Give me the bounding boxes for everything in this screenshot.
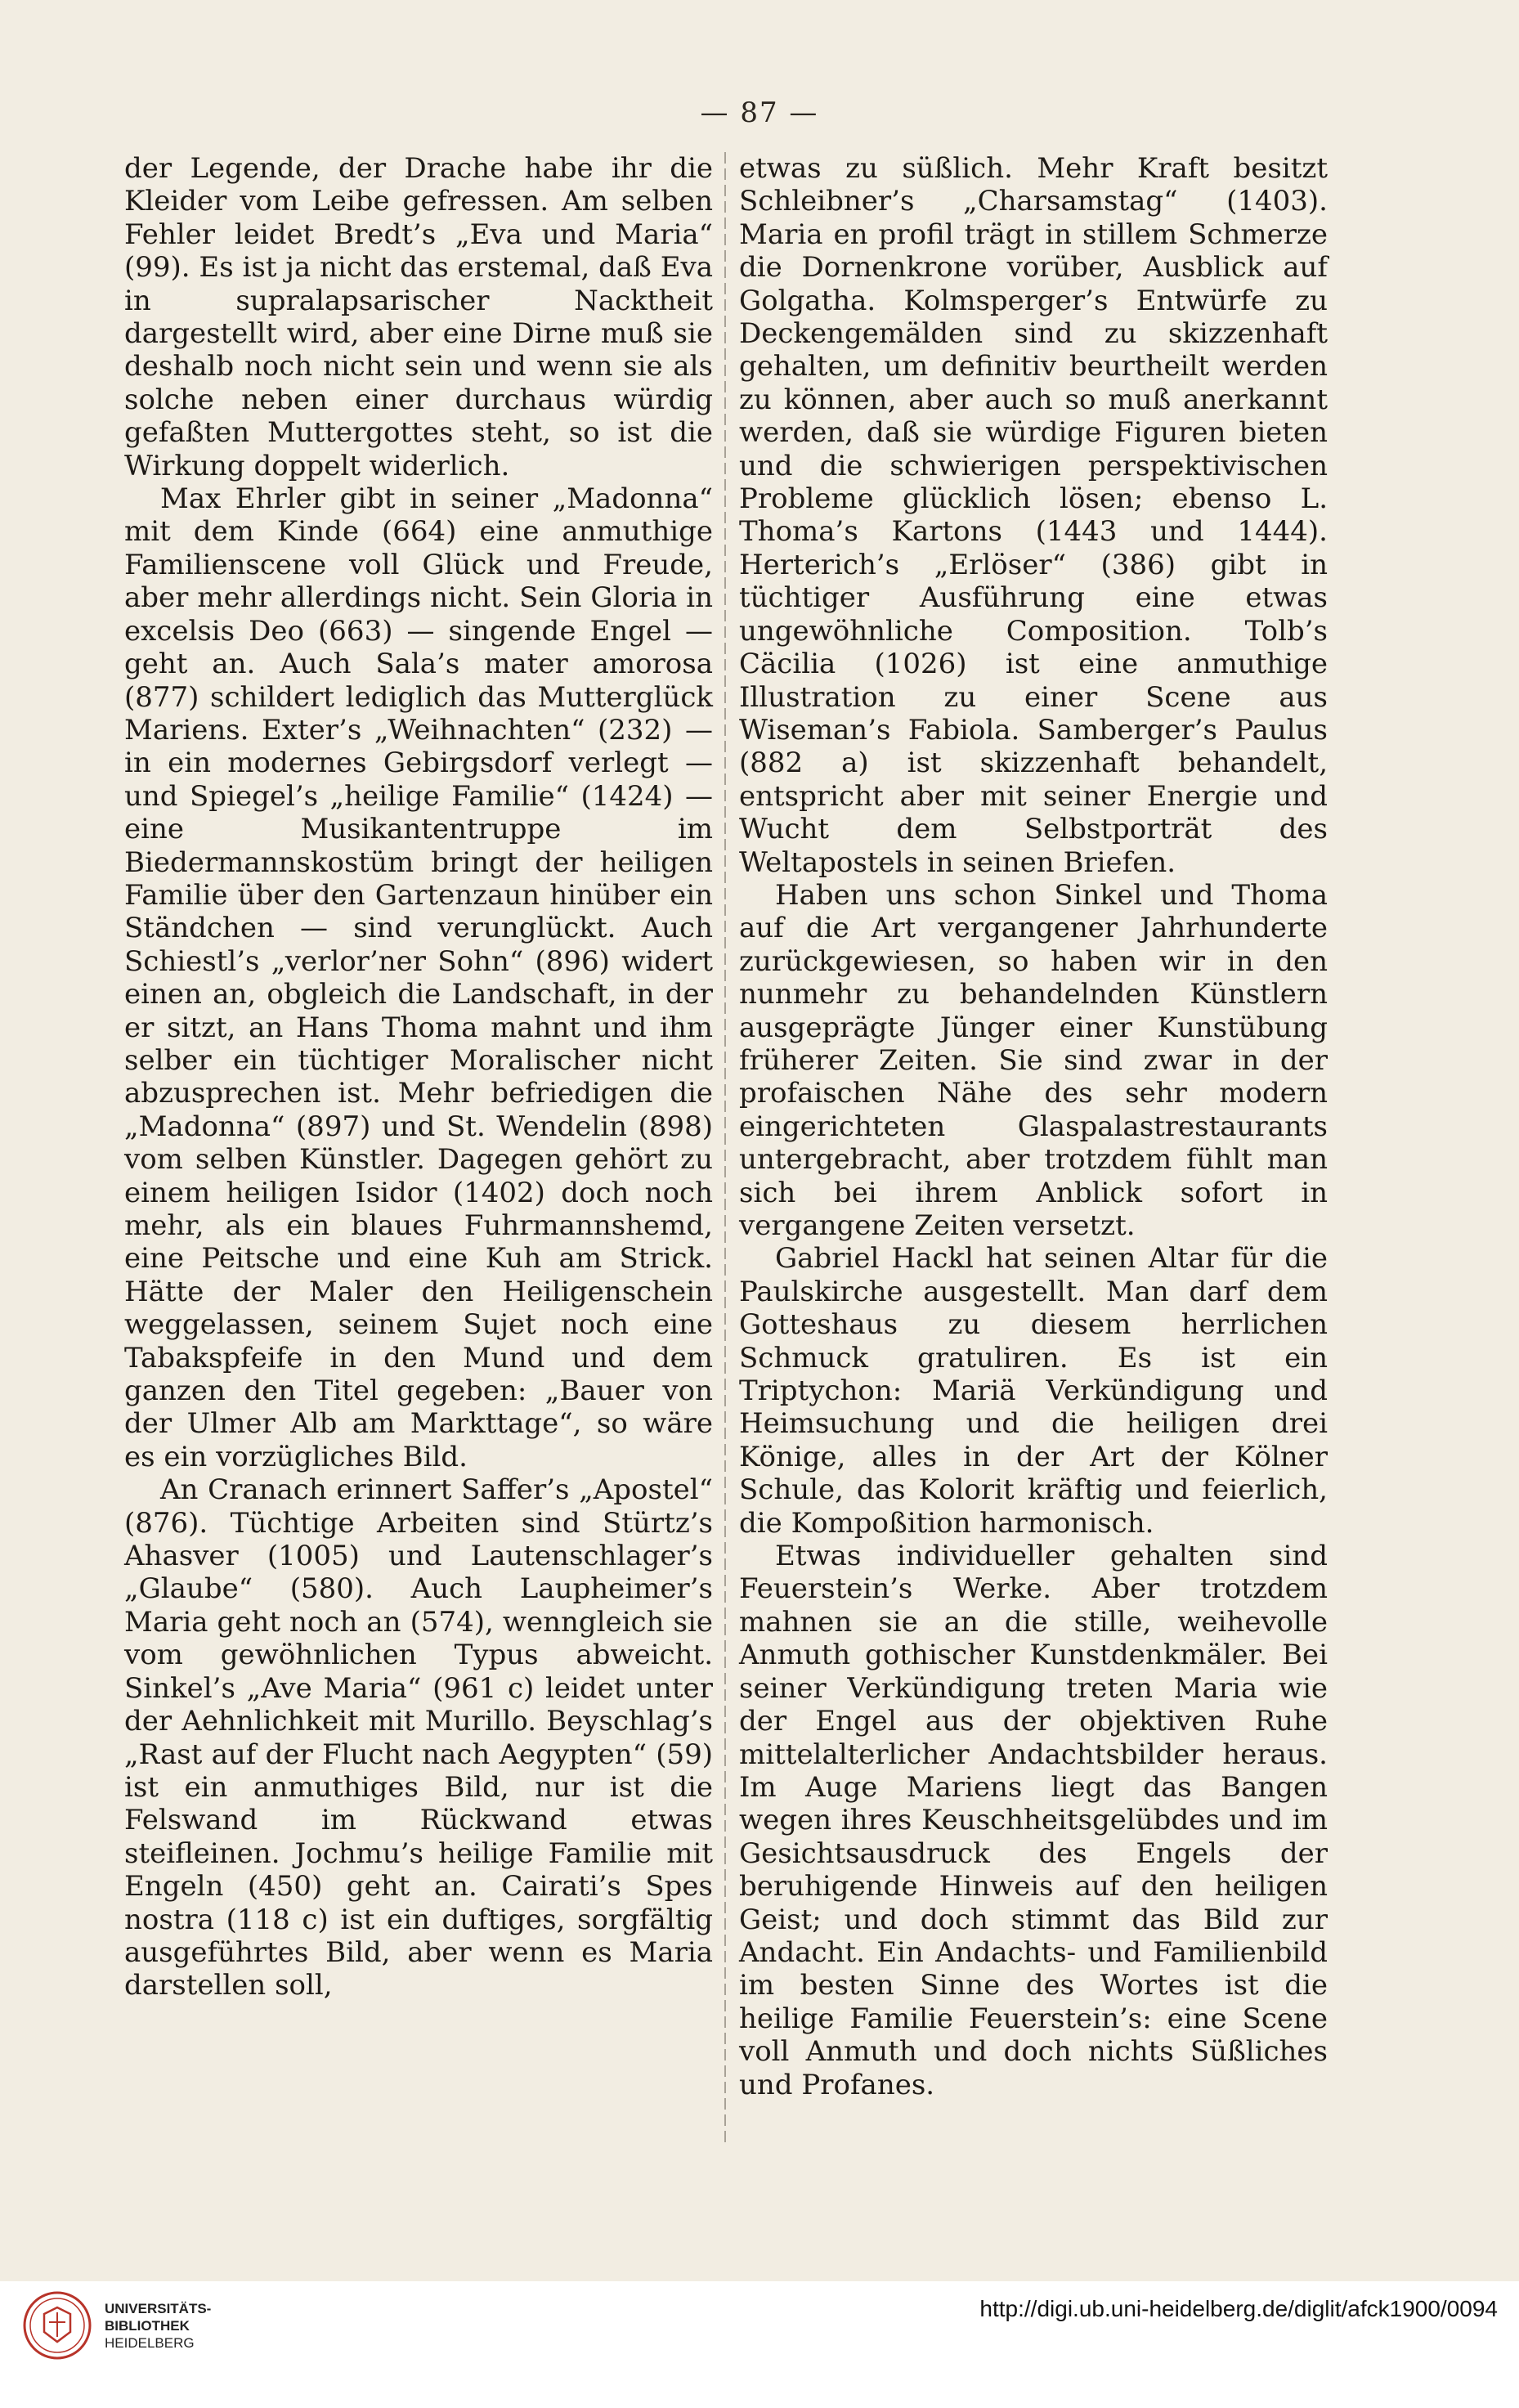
column-divider [724, 152, 726, 2147]
paragraph: An Cranach erinnert Saffer’s „Apostel“ (876). Tüchtige Arbeiten sind Stürtz’s Ahasver (1005) und Lautenschlager’s „Glaube“ (580). Auch Laupheimer’s Maria geht noch an (574), wenngleich sie vom gewöhnlichen Typus abweicht. Sinkel’s „Ave Maria“ (961 c) leidet unter der Aehnlichkeit mit Murillo. Beyschlag’s „Rast auf der Flucht nach Aegypten“ (59) ist ein anmuthiges Bild, nur ist die Felswand im Rückwand etwas steifleinen. Jochmu’s heilige Familie mit Engeln (450) geht an. Cairati’s Spes nostra (118 c) ist ein duftiges, sorgfältig ausgeführtes Bild, aber wenn es Maria darstellen soll, [124, 1473, 713, 2002]
university-seal-icon [21, 2289, 93, 2361]
right-text-column [739, 152, 1328, 2101]
page-number: — 87 — [700, 96, 819, 129]
logo-line: UNIVERSITÄTS- [105, 2300, 212, 2316]
left-text-column [124, 152, 713, 2002]
paragraph: Etwas individueller gehalten sind Feuerstein’s Werke. Aber trotzdem mahnen sie an die stille, weihevolle Anmuth gothischer Kunstdenkmäler. Bei seiner Verkündigung treten Maria wie der Engel aus der objektiven Ruhe mittelalterlicher Andachtsbilder heraus. Im Auge Mariens liegt das Bangen wegen ihres Keuschheitsgelübdes und im Gesichtsausdruck des Engels der beruhigende Hinweis auf den heiligen Geist; und doch stimmt das Bild zur Andacht. Ein Andachts- und Familienbild im besten Sinne des Wortes ist die heilige Familie Feuerstein’s: eine Scene voll Anmuth und doch nichts Süßliches und Profanes. [739, 1540, 1328, 2101]
logo-line: HEIDELBERG [105, 2334, 195, 2351]
source-url-link[interactable]: http://digi.ub.uni-heidelberg.de/diglit/afck1900/0094 [979, 2296, 1498, 2321]
library-logo [21, 2289, 211, 2361]
paragraph: der Legende, der Drache habe ihr die Kleider vom Leibe gefressen. Am selben Fehler leidet Bredt’s „Eva und Maria“ (99). Es ist ja nicht das erstemal, daß Eva in supralapsarischer Nacktheit dargestellt wird, aber eine Dirne muß sie deshalb noch nicht sein und wenn sie als solche neben einer durchaus würdig gefaßten Muttergottes steht, so ist die Wirkung doppelt widerlich. [124, 152, 713, 482]
paragraph: Gabriel Hackl hat seinen Altar für die Paulskirche ausgestellt. Man darf dem Gotteshaus zu diesem herrlichen Schmuck gratuliren. Es ist ein Triptychon: Mariä Verkündigung und Heimsuchung und die heiligen drei Könige, alles in der Art der Kölner Schule, das Kolorit kräftig und feierlich, die Kompoßition harmonisch. [739, 1242, 1328, 1540]
paragraph: Haben uns schon Sinkel und Thoma auf die Art vergangener Jahrhunderte zurückgewiesen, so haben wir in den nunmehr zu behandelnden Künstlern ausgeprägte Jünger einer Kunstübung früherer Zeiten. Sie sind zwar in der profaischen Nähe des sehr modern eingerichteten Glaspalastrestaurants untergebracht, aber trotzdem fühlt man sich bei ihrem Anblick sofort in vergangene Zeiten versetzt. [739, 878, 1328, 1242]
logo-line: BIBLIOTHEK [105, 2317, 190, 2334]
library-name [105, 2300, 211, 2352]
paragraph: Max Ehrler gibt in seiner „Madonna“ mit dem Kinde (664) eine anmuthige Familienscene voll Glück und Freude, aber mehr allerdings nicht. Sein Gloria in excelsis Deo (663) — singende Engel — geht an. Auch Sala’s mater amorosa (877) schildert lediglich das Mutterglück Mariens. Exter’s „Weihnachten“ (232) — in ein modernes Gebirgsdorf verlegt — und Spiegel’s „heilige Familie“ (1424) — eine Musikantentruppe im Biedermannskostüm bringt der heiligen Familie über den Gartenzaun hinüber ein Ständchen — sind verunglückt. Auch Schiestl’s „verlor’ner Sohn“ (896) widert einen an, obgleich die Landschaft, in der er sitzt, an Hans Thoma mahnt und ihm selber ein tüchtiger Moralischer nicht abzusprechen ist. Mehr befriedigen die „Madonna“ (897) und St. Wendelin (898) vom selben Künstler. Dagegen gehört zu einem heiligen Isidor (1402) doch noch mehr, als ein blaues Fuhrmannshemd, eine Peitsche und eine Kuh am Strick. Hätte der Maler den Heiligenschein weggelassen, seinem Sujet noch eine Tabakspfeife in den Mund und dem ganzen den Titel gegeben: „Bauer von der Ulmer Alb am Markttage“, so wäre es ein vorzügliches Bild. [124, 482, 713, 1473]
paragraph: etwas zu süßlich. Mehr Kraft besitzt Schleibner’s „Charsamstag“ (1403). Maria en profil trägt in stillem Schmerze die Dornenkrone vorüber, Ausblick auf Golgatha. Kolmsperger’s Entwürfe zu Deckengemälden sind zu skizzenhaft gehalten, um definitiv beurtheilt werden zu können, aber auch so muß anerkannt werden, daß sie würdige Figuren bieten und die schwierigen perspektivischen Probleme glücklich lösen; ebenso L. Thoma’s Kartons (1443 und 1444). Herterich’s „Erlöser“ (386) gibt in tüchtiger Ausführung eine etwas ungewöhnliche Composition. Tolb’s Cäcilia (1026) ist eine anmuthige Illustration zu einer Scene aus Wiseman’s Fabiola. Samberger’s Paulus (882 a) ist skizzenhaft behandelt, entspricht aber mit seiner Energie und Wucht dem Selbstporträt des Weltapostels in seinen Briefen. [739, 152, 1328, 879]
